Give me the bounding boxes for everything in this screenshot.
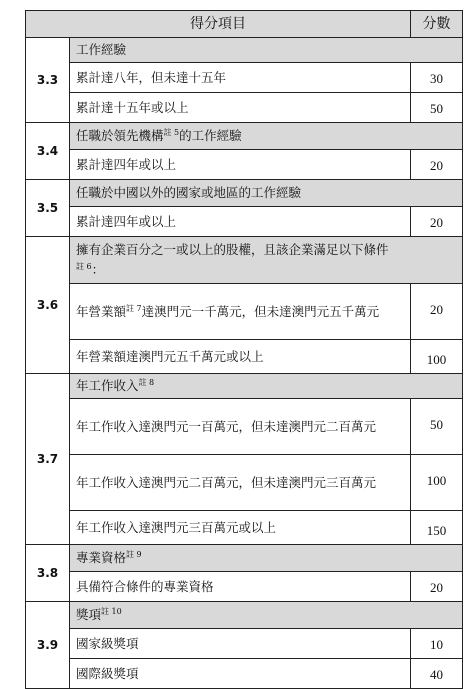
section-heading [70,602,463,629]
table-row [26,180,463,207]
section-heading [70,237,463,284]
footnote-marker: 註 10 [101,606,122,616]
criterion-text: 年工作收入達澳門元三百萬元或以上 [70,511,411,545]
section-heading [70,545,463,572]
heading-text: 任職於領先機構 [76,128,164,143]
criterion-text-part: 年營業額 [76,303,127,319]
criterion-text: 國家級獎項 [70,629,411,659]
score-value: 50 [411,93,463,123]
table-row [26,511,463,545]
table-row [26,602,463,629]
table-row [26,399,463,455]
table-row [26,38,463,63]
score-value: 20 [411,284,463,340]
table-row [26,545,463,572]
score-value: 50 [411,399,463,455]
item-number: 3.9 [26,602,70,689]
criterion-text-part: 達澳門元一千萬元，但未達澳門元五千萬元 [141,303,380,319]
heading-text: 的工作經驗 [179,128,242,143]
footnote-marker: 註 9 [126,549,142,559]
heading-text: 獎項 [76,607,102,622]
table-row [26,207,463,237]
score-value: 20 [411,572,463,602]
table-row [26,455,463,511]
header-score: 分數 [411,11,463,38]
criterion-text: 累計達十五年或以上 [70,93,411,123]
table-header-row [26,11,463,38]
criterion-text: 累計達八年，但未達十五年 [70,63,411,93]
table-row [26,284,463,340]
footnote-marker: 註 7 [126,303,142,313]
section-heading [70,123,463,150]
criterion-text: 國際級獎項 [70,659,411,689]
table-row [26,237,463,284]
table-row [26,123,463,150]
score-value: 20 [411,207,463,237]
item-number: 3.4 [26,123,70,180]
score-value: 100 [411,340,463,374]
score-value: 20 [411,150,463,180]
score-value: 100 [411,455,463,511]
heading-text: 擁有企業百分之一或以上的股權，且該企業滿足以下條件 [76,242,389,257]
criterion-text: 累計達四年或以上 [70,207,411,237]
table-row [26,374,463,399]
criterion-text [70,284,411,340]
table-row [26,93,463,123]
item-number: 3.7 [26,374,70,545]
header-item: 得分項目 [26,11,411,38]
scoring-table [25,10,463,689]
item-number: 3.3 [26,38,70,123]
score-value: 10 [411,629,463,659]
criterion-text: 具備符合條件的專業資格 [70,572,411,602]
section-heading [70,374,463,399]
footnote-marker: 註 5 [163,127,180,137]
criterion-text: 年營業額達澳門元五千萬元或以上 [70,340,411,374]
criterion-text: 累計達四年或以上 [70,150,411,180]
table-row [26,150,463,180]
item-number: 3.6 [26,237,70,374]
heading-text: ： [91,262,105,277]
table-row [26,572,463,602]
table-row [26,659,463,689]
table-row [26,340,463,374]
footnote-marker: 註 6 [76,261,92,271]
footnote-marker: 註 8 [138,377,155,387]
criterion-text: 年工作收入達澳門元二百萬元，但未達澳門元三百萬元 [70,455,411,511]
criterion-text: 年工作收入達澳門元一百萬元，但未達澳門元二百萬元 [70,399,411,455]
score-value: 30 [411,63,463,93]
heading-text: 專業資格 [76,550,127,565]
score-value: 150 [411,511,463,545]
score-value: 40 [411,659,463,689]
table-row [26,629,463,659]
section-heading: 任職於中國以外的國家或地區的工作經驗 [70,180,463,207]
heading-text: 年工作收入 [76,378,139,393]
section-heading: 工作經驗 [70,38,463,63]
item-number: 3.8 [26,545,70,602]
item-number: 3.5 [26,180,70,237]
table-row [26,63,463,93]
